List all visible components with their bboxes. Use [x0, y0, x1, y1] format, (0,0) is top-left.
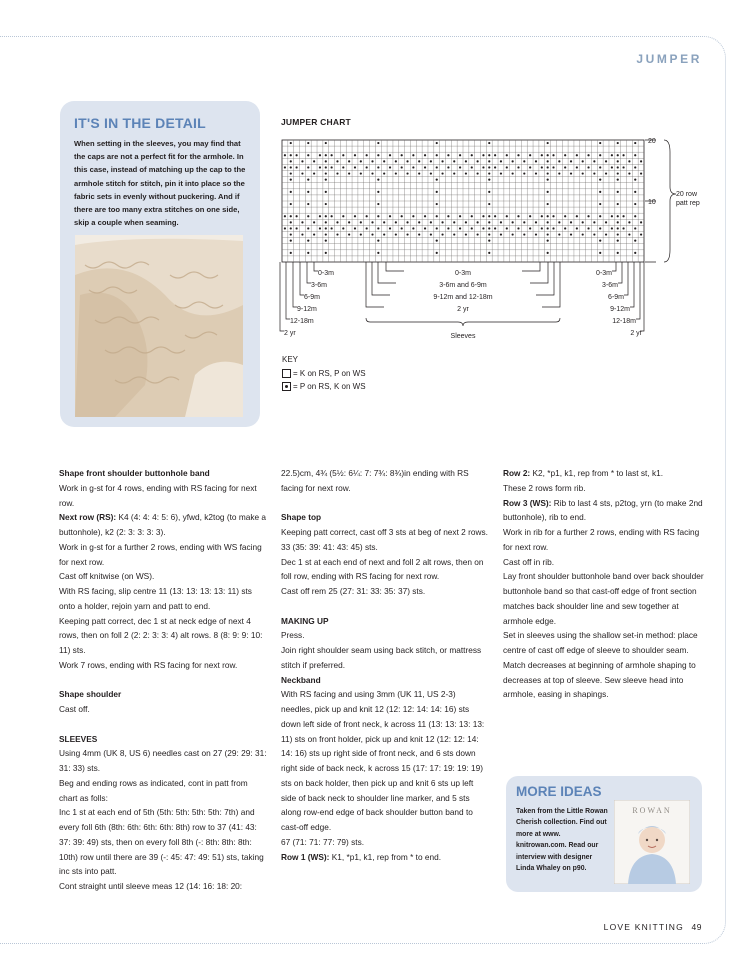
detail-body: When setting in the sleeves, you may find that the caps are not a perfect fit for the armhole. In this case, instead of matching up the cap to the armhole stitch for stitch, pin it into place so the fabric sets in evenly without puckering. And if there are too many extra stitches on one side, skip a couple when seaming. [74, 139, 246, 228]
instruction-paragraph: These 2 rows form rib. [503, 482, 586, 493]
chart-title: JUMPER CHART [281, 117, 351, 127]
instruction-paragraph: Cont straight until sleeve meas 12 (14: 16: 18: 20: [59, 881, 243, 891]
instruction-paragraph: Press. [281, 630, 305, 641]
row-number-20: 20 [648, 138, 656, 145]
row-text: Rib to last 4 sts, p2tog, yrn (to make 2nd buttonhole), rib to end. [503, 497, 703, 523]
row-label: Row 2: [503, 468, 531, 478]
detail-title: IT'S IN THE DETAIL [74, 115, 206, 131]
row-text: K1, *p1, k1, rep from * to end. [329, 851, 442, 862]
more-ideas-panel [506, 776, 702, 892]
instruction-paragraph: Work 7 rows, ending with RS facing for next row. [59, 659, 238, 670]
paragraph-gap [281, 599, 489, 614]
right-size-label: 12-18m [612, 318, 636, 325]
chart-gridlines [282, 140, 644, 262]
instruction-paragraph: Beg and ending rows as indicated, cont in patt from chart as folls: [59, 777, 248, 803]
section-heading: Shape top [281, 512, 322, 523]
right-size-labels [596, 270, 643, 337]
section-heading: Shape shoulder [59, 689, 122, 700]
instruction-paragraph: With RS facing and using 3mm (UK 11, US 2-3) needles, pick up and knit 12 (12: 12: 14: 14: 16) sts down left side of front neck, k across 11 (13: 13: 13: 13: 11) sts on front holder, pick up and knit 12 (12: 12: 14: 14: 16) sts up right side of front neck, and 6 sts down right side of back neck, k across 15 (17: 17: 19: 19: 19) sts on back holder, then pick up and knit 6 sts up left side of back neck to shoulder line marker, and 5 sts along row-end edge of back shoulder button band to cast-off edge. [281, 689, 485, 832]
key-title: KEY [282, 355, 299, 364]
instruction-paragraph: Cast off rem 25 (27: 31: 33: 35: 37) sts. [281, 586, 426, 596]
instruction-paragraph: Keeping patt correct, dec 1 st at neck edge of next 4 rows, then on foll 2 (2: 2: 3: 3: 4) alt rows. 8 (8: 9: 9: 10: 11) sts. [59, 615, 263, 655]
key-knit [282, 369, 366, 378]
left-size-label: 6-9m [304, 294, 320, 301]
instruction-paragraph: With RS facing, slip centre 11 (13: 13: 13: 13: 11) sts onto a holder, rejoin yarn and patt to end. [59, 586, 252, 611]
left-size-label: 0-3m [318, 270, 334, 277]
instruction-paragraph: Cast off in rib. [503, 556, 555, 567]
instruction-paragraph: Work in rib for a further 2 rows, ending with RS facing for next row. [503, 527, 700, 552]
instruction-paragraph: Inc 1 st at each end of 5th (5th: 5th: 5th: 5th: 7th) and every foll 6th (8th: 6th: 6th: 6th: 8th) row to 37 (41: 43: 37: 39: 49) sts, then on every foll 8th (-: 8th: 8th: 8th: 10th) row until there are 39 (-: 45: 47: 49: 51) sts, taking inc sts into patt. [59, 807, 264, 877]
instruction-paragraph: Work in g-st for 4 rows, ending with RS facing for next row. [59, 482, 257, 508]
key-purl [282, 382, 366, 391]
pattern-column-3 [503, 466, 708, 702]
section-label: JUMPER [636, 52, 702, 66]
more-ideas-title: MORE IDEAS [516, 784, 602, 799]
paragraph-gap [59, 673, 267, 688]
rowan-book-cover [614, 800, 690, 884]
section-heading: MAKING UP [281, 615, 329, 626]
center-size-label: 9-12m and 12-18m [433, 294, 493, 301]
instruction-row [281, 850, 489, 865]
instruction-paragraph: Lay front shoulder buttonhole band over back shoulder buttonhole band so that cast-off edge of front section matches back shoulder line and sew together at armhole edge. [503, 571, 704, 626]
right-size-label: 2 yr [630, 330, 642, 337]
section-heading: Shape front shoulder buttonhole band [59, 468, 210, 478]
instruction-paragraph: Cast off knitwise (on WS). [59, 571, 155, 582]
left-size-label: 9-12m [297, 306, 317, 313]
section-heading: Neckband [281, 674, 321, 685]
page-footer [604, 922, 702, 932]
knit-sleeve-photo [75, 235, 243, 417]
right-size-label: 6-9m [608, 294, 624, 301]
dot-square-icon [282, 382, 291, 391]
more-ideas-body: Taken from the Little Rowan Cherish collection. Find out more at www. knitrowan.com. Read our interview with designer Linda Whaley on p90. [516, 808, 608, 873]
instruction-paragraph: Dec 1 st at each end of next and foll 2 alt rows, then on foll row, ending with RS facing for next row. [281, 556, 484, 582]
center-size-label: 0-3m [455, 270, 471, 277]
instruction-paragraph: Join right shoulder seam using back stitch, or mattress stitch if preferred. [281, 645, 482, 670]
instruction-row [59, 510, 267, 540]
cover-brand: ROWAN [632, 806, 672, 815]
instruction-paragraph: Cast off. [59, 704, 90, 714]
detail-panel [60, 101, 260, 427]
instruction-paragraph: Using 4mm (UK 8, US 6) needles cast on 27 (29: 29: 31: 31: 33) sts. [59, 748, 267, 773]
row-label: Row 3 (WS): [503, 497, 552, 508]
instruction-paragraph: 22.5)cm, 4¾ (5½: 6¼: 7: 7¾: 8¾)in ending with RS facing for next row. [281, 468, 469, 493]
pattern-column-2 [281, 466, 489, 864]
right-size-label: 0-3m [596, 270, 612, 277]
instruction-paragraph: Set in sleeves using the shallow set-in method: place centre of cast off edge of sleeve to shoulder seam. Match decreases at beginning of armhole shaping to decreases at top of sleeve. Sew sleeve head into armhole, easing in shapings. [503, 630, 698, 700]
row-text: K4 (4: 4: 4: 5: 6), yfwd, k2tog (to make a buttonhole), k2 (2: 3: 3: 3: 3). [59, 512, 267, 537]
key-purl-label: = P on RS, K on WS [293, 382, 366, 391]
instruction-paragraph: Keeping patt correct, cast off 3 sts at beg of next 2 rows. 33 (35: 39: 41: 43: 45) sts. [281, 527, 488, 552]
right-size-label: 9-12m [610, 306, 630, 313]
instruction-row [503, 496, 708, 526]
key-knit-label: = K on RS, P on WS [293, 369, 366, 378]
center-size-label: 2 yr [457, 306, 469, 313]
repeat-label-line2: patt rep [676, 200, 700, 207]
pattern-column-1 [59, 466, 267, 894]
sleeves-caption: Sleeves [450, 333, 476, 340]
paragraph-gap [281, 496, 489, 511]
row-number-10: 10 [648, 199, 656, 206]
row-text: K2, *p1, k1, rep from * to last st, k1. [530, 468, 664, 478]
blank-square-icon [282, 369, 291, 378]
left-size-labels [284, 270, 334, 337]
left-size-label: 3-6m [311, 282, 327, 289]
instruction-paragraph: 67 (71: 71: 77: 79) sts. [281, 836, 365, 847]
instruction-row [503, 466, 708, 481]
left-size-label: 2 yr [284, 330, 296, 337]
page-number: 49 [691, 922, 702, 932]
paragraph-gap [59, 717, 267, 732]
jumper-chart [278, 132, 718, 350]
row-label: Next row (RS): [59, 512, 117, 523]
repeat-label-line1: 20 row [676, 191, 698, 198]
center-size-labels [433, 270, 492, 340]
chart-grid [282, 140, 644, 262]
right-size-label: 3-6m [602, 282, 618, 289]
row-label: Row 1 (WS): [281, 851, 330, 862]
center-size-label: 3-6m and 6-9m [439, 282, 487, 289]
section-heading: SLEEVES [59, 733, 98, 744]
instruction-paragraph: Work in g-st for a further 2 rows, ending with WS facing for next row. [59, 541, 262, 567]
magazine-name: LOVE KNITTING [603, 922, 684, 932]
left-size-label: 12-18m [290, 318, 314, 325]
